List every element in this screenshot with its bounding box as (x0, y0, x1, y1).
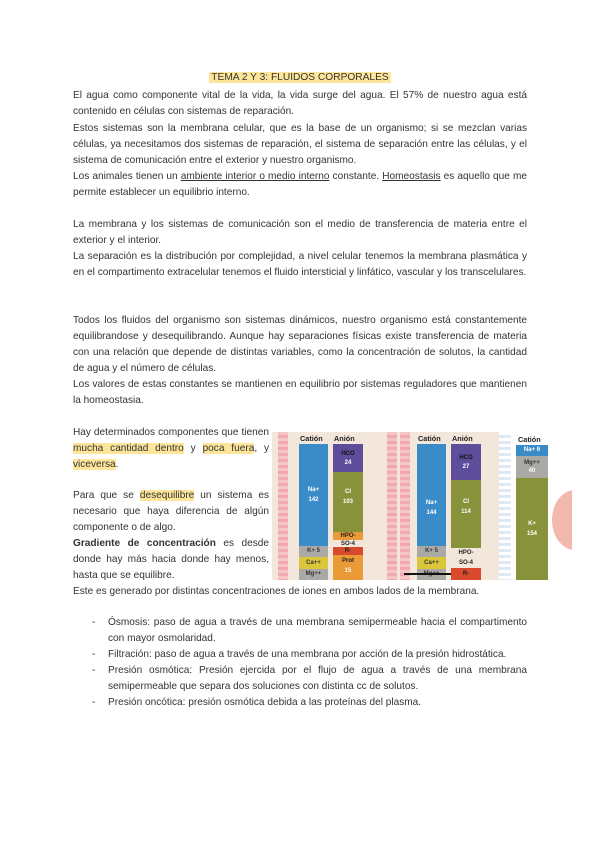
g2-so-label: SO-4 (458, 560, 473, 566)
g1-na-value: 142 (308, 497, 319, 503)
paragraph-5: La separación es la distribución por complejidad, a nivel celular tenemos la membrana plasmática y en el compartimento extracelular tenemos el fluido intersticial y linfático, vascular y los transcelulares. (73, 251, 527, 278)
list-item: - Presión oncótica: presión osmótica debida a las proteínas del plasma. (92, 695, 527, 711)
p10-text-b: es desde donde hay más hacia donde hay menos, hasta que se equilibre. (73, 538, 269, 581)
g1-prot-bar (333, 555, 363, 580)
paragraph-10 (73, 536, 269, 584)
g2-cl-value: 114 (461, 509, 471, 515)
g1-so-label: SO-4 (340, 541, 355, 547)
membrane-middle-b (400, 432, 410, 580)
paragraph-4: La membrana y los sistemas de comunicación son el medio de transferencia de materia entre el exterior y el interior. (73, 219, 527, 246)
g1-hco-label: HCO (341, 451, 355, 457)
p3-text-e: es aquello que me permite establecer un equilibrio interno. (73, 171, 528, 198)
g2-hpo-label: HPO- (458, 550, 474, 556)
p9-text-c: un sistema es necesario que haya diferencia de algún componente o de algo. (73, 490, 269, 533)
g3-k-value: 154 (526, 531, 537, 537)
list-item: - Ósmosis: paso de agua a través de una membrana semipermeable hacia el compartimento con mayor osmolaridad. (92, 615, 527, 647)
g2-cation-header: Catión (418, 434, 441, 443)
title-text: TEMA 2 Y 3: FLUIDOS CORPORALES (211, 72, 389, 83)
p3-text-a: Los animales tienen un (73, 171, 181, 182)
g1-hpo-bar (333, 532, 363, 540)
p8-text-e: , y (254, 443, 270, 454)
g2-k-label: K+ 5 (425, 548, 438, 554)
g1-na-label: Na+ (307, 487, 320, 493)
g1-ca-bar (299, 557, 328, 569)
g2-hpo-bar (451, 548, 481, 558)
g1-prot-label: Prot (342, 558, 354, 564)
medio-interno-term: ambiente interior o medio interno (180, 171, 330, 182)
g2-r-label: R- (462, 571, 470, 577)
g1-hpo-label: HPO- (340, 533, 356, 539)
p9-text-a: Para que se (73, 490, 140, 501)
membrane-right (499, 432, 511, 580)
g3-mg-value: 40 (528, 468, 536, 474)
g2-hco-bar (451, 444, 481, 480)
membrane-middle-a (387, 432, 397, 580)
g3-cation-header: Catión (518, 435, 541, 444)
g1-mg-bar (299, 569, 328, 580)
g2-na-bar (417, 444, 446, 546)
list-item: - Presión osmótica: Presión ejercida por el flujo de agua a través de una membrana semipermeable que separa dos soluciones con distinta cc de solutos. (92, 663, 527, 695)
paragraph-2: Estos sistemas son la membrana celular, que es la base de un organismo; si se mezclan varias células, ya necesitamos dos sistemas de reparación, el sistema de separación entre las células, y el sistema de comunicación entre el exterior y nuestro organismo. (73, 123, 527, 166)
highlight-viceversa: viceversa (73, 459, 116, 470)
g1-hco-value: 24 (344, 460, 352, 466)
g3-k-label: K+ (528, 521, 536, 527)
g2-na-label: Na+ (425, 500, 438, 506)
ion-composition-figure (272, 432, 572, 580)
g3-na-bar (516, 445, 548, 456)
g1-k-label: K+ 5 (307, 548, 320, 554)
highlight-mucha-dentro: mucha cantidad dentro (73, 443, 184, 454)
g1-so-bar (333, 540, 363, 547)
highlight-poca-fuera: poca fuera (202, 443, 255, 454)
g2-anion-header: Anión (452, 434, 473, 443)
g1-prot-value: 15 (344, 568, 352, 574)
g1-k-bar (299, 546, 328, 557)
paragraph-11: Este es generado por distintas concentraciones de iones en ambos lados de la membrana. (73, 586, 480, 597)
paragraph-8 (73, 425, 269, 473)
paragraph-9 (73, 488, 269, 536)
g2-hco-label: HCO (459, 455, 473, 461)
g1-r-bar (333, 547, 363, 555)
g3-mg-bar (516, 456, 548, 478)
g1-anion-header: Anión (334, 434, 355, 443)
p8-text-c: y (183, 443, 203, 454)
g2-cl-bar (451, 480, 481, 548)
definitions-list (92, 615, 527, 711)
paragraph-1: El agua como componente vital de la vida, la vida surge del agua. El 57% de nuestro agua está contenido en células con sistemas de reparación. (73, 90, 527, 117)
paragraph-7: Los valores de estas constantes se mantienen en equilibrio por sistemas reguladores que mantienen la homeostasia. (73, 379, 527, 406)
g2-cl-label: Cl (463, 499, 469, 505)
g1-na-bar (299, 444, 328, 546)
membrane-left (278, 432, 288, 580)
g3-na-label: Na+ 6 (523, 447, 541, 453)
g2-ca-label: Ca++ (424, 560, 439, 566)
homeostasis-term: Homeostasis (382, 171, 441, 182)
document-title (0, 72, 600, 83)
p8-text-g: . (115, 459, 119, 470)
paragraph-6: Todos los fluidos del organismo son sistemas dinámicos, nuestro organismo está constantemente equilibrandose y desequilibrando. Aunque hay separaciones físicas existe transferencia de materia con una relación que depende de distintas variables, como la concentración de solutos, la cantidad de agua y el número de células. (73, 315, 527, 374)
gradiente-term: Gradiente de concentración (73, 538, 216, 549)
p3-text-c: constante. (329, 171, 383, 182)
g2-so-bar (451, 558, 481, 568)
g3-mg-label: Mg++ (524, 460, 540, 466)
g1-mg-label: Mg++ (305, 571, 322, 577)
p8-text-a: Hay determinados componentes que tienen (73, 427, 269, 438)
paragraph-3 (73, 169, 527, 201)
g2-na-value: 144 (426, 510, 437, 516)
g2-ca-bar (417, 557, 446, 569)
g1-ca-label: Ca++ (306, 560, 321, 566)
g1-cation-header: Catión (300, 434, 323, 443)
g1-hco-bar (333, 444, 363, 472)
highlight-desequilibre: desequilibre (139, 490, 195, 501)
g2-hco-value: 27 (462, 464, 470, 470)
g1-cl-value: 103 (342, 499, 353, 505)
list-item: - Filtración: paso de agua a través de una membrana por acción de la presión hidrostática. (92, 647, 527, 663)
g3-k-bar (516, 478, 548, 580)
g2-r-bar (451, 568, 481, 580)
g1-cl-bar (333, 472, 363, 532)
g1-cl-label: Cl (345, 489, 351, 495)
g1-r-label: R- (344, 548, 352, 554)
g2-k-bar (417, 546, 446, 557)
